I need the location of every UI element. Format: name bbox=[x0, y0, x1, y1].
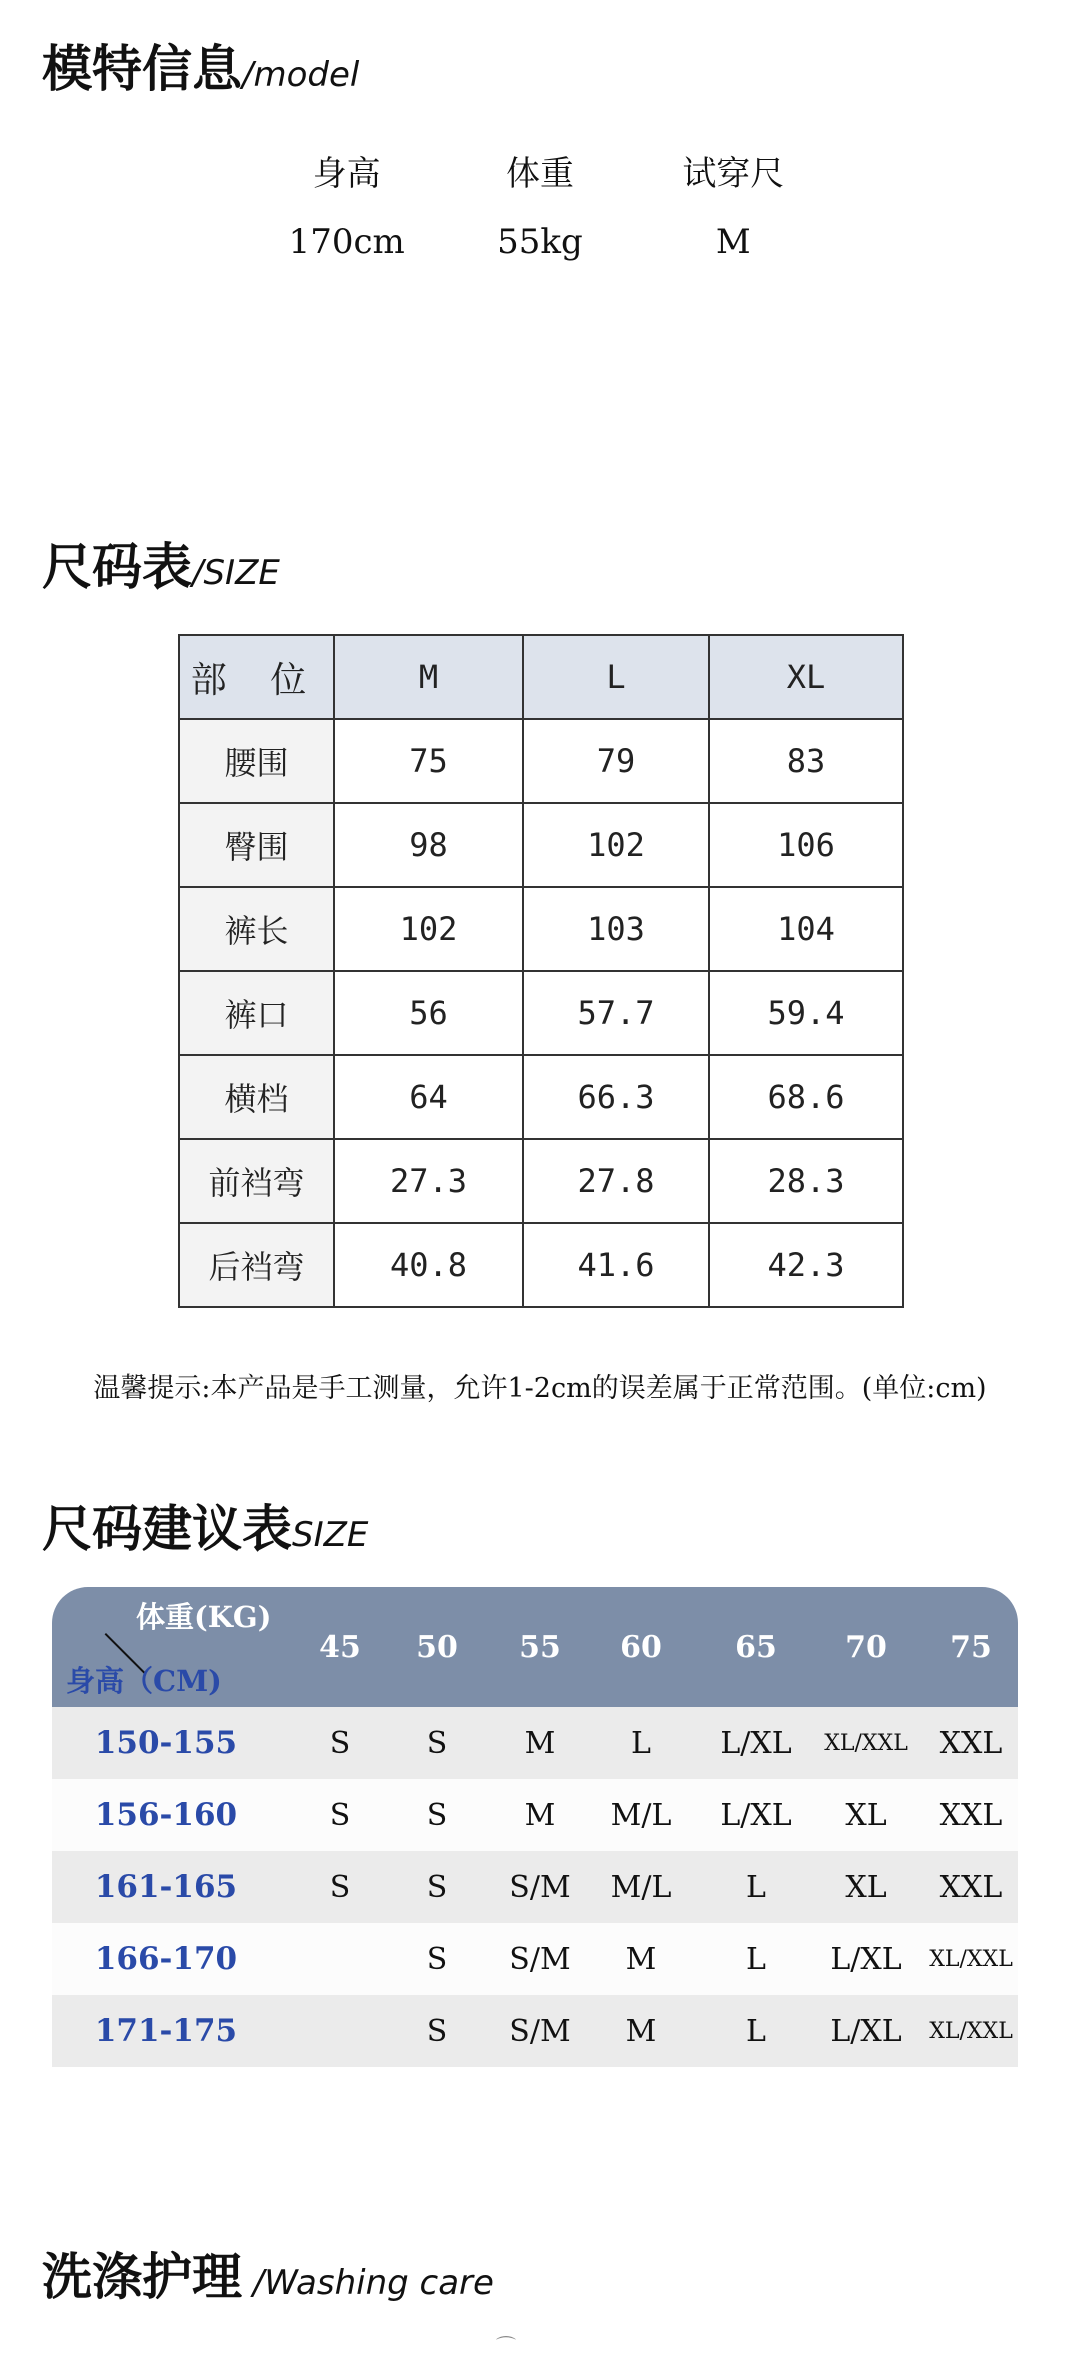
weight-col: 75 bbox=[950, 1629, 992, 1665]
model-section-title bbox=[42, 39, 360, 98]
size-cell: L bbox=[746, 1869, 766, 1905]
value-cell: 102 bbox=[334, 887, 523, 971]
value-cell: 56 bbox=[334, 971, 523, 1055]
size-cell: M/L bbox=[610, 1797, 672, 1833]
weight-axis-label: 体重(KG) bbox=[136, 1600, 272, 1634]
model-title-sub: /model bbox=[242, 55, 360, 95]
size-title-sub: /SIZE bbox=[192, 553, 280, 593]
value-cell: 59.4 bbox=[709, 971, 903, 1055]
value-cell: 102 bbox=[523, 803, 709, 887]
size-cell: L bbox=[746, 2013, 766, 2049]
part-cell: 裤长 bbox=[179, 887, 334, 971]
part-cell: 裤口 bbox=[179, 971, 334, 1055]
size-cell: S bbox=[426, 1725, 448, 1761]
value-cell: 64 bbox=[334, 1055, 523, 1139]
table-row bbox=[179, 803, 903, 887]
weight-col: 50 bbox=[416, 1629, 458, 1665]
value-cell: 28.3 bbox=[709, 1139, 903, 1223]
size-cell: XXL bbox=[939, 1869, 1003, 1905]
size-table bbox=[178, 634, 904, 1308]
measurement-tip: 温馨提示:本产品是手工测量，允许1-2cm的误差属于正常范围。(单位:cm) bbox=[93, 1373, 987, 1404]
recommend-title-text: 尺码建议表 bbox=[42, 1499, 292, 1558]
care-title-sub: /Washing care bbox=[242, 2263, 494, 2303]
size-cell: M bbox=[524, 1725, 556, 1761]
value-cell: 40.8 bbox=[334, 1223, 523, 1307]
size-cell: M/L bbox=[610, 1869, 672, 1905]
size-cell: L/XL bbox=[720, 1725, 792, 1761]
recommend-row bbox=[52, 1779, 1018, 1851]
value-cell: 41.6 bbox=[523, 1223, 709, 1307]
size-cell: S/M bbox=[509, 1941, 571, 1977]
header-cell: XL bbox=[709, 635, 903, 719]
size-cell: S bbox=[329, 1869, 351, 1905]
care-icon: ⌒ bbox=[496, 2334, 516, 2358]
size-cell: S bbox=[426, 1869, 448, 1905]
size-cell: L bbox=[631, 1725, 651, 1761]
weight-col: 60 bbox=[620, 1629, 662, 1665]
header-cell: M bbox=[334, 635, 523, 719]
size-cell: XXL bbox=[939, 1725, 1003, 1761]
height-range: 166-170 bbox=[94, 1941, 238, 1977]
recommend-title-sub: SIZE bbox=[292, 1515, 369, 1555]
model-label: 体重 bbox=[505, 153, 574, 194]
height-range: 161-165 bbox=[94, 1869, 238, 1905]
size-cell: S/M bbox=[509, 2013, 571, 2049]
size-cell bbox=[305, 1995, 375, 2067]
care-title-text: 洗涤护理 bbox=[42, 2247, 242, 2306]
part-cell: 臀围 bbox=[179, 803, 334, 887]
size-cell: M bbox=[625, 1941, 657, 1977]
size-cell: XL/XXL bbox=[929, 2018, 1013, 2044]
value-cell: 103 bbox=[523, 887, 709, 971]
value-cell: 75 bbox=[334, 719, 523, 803]
height-range: 150-155 bbox=[94, 1725, 238, 1761]
weight-col: 45 bbox=[319, 1629, 361, 1665]
part-cell: 后裆弯 bbox=[179, 1223, 334, 1307]
recommend-row bbox=[52, 1923, 1018, 1995]
height-range: 171-175 bbox=[94, 2013, 238, 2049]
value-cell: 27.3 bbox=[334, 1139, 523, 1223]
size-cell: M bbox=[625, 2013, 657, 2049]
size-cell: S bbox=[426, 1941, 448, 1977]
size-cell: L/XL bbox=[830, 2013, 902, 2049]
value-cell: 104 bbox=[709, 887, 903, 971]
height-range: 156-160 bbox=[94, 1797, 238, 1833]
size-section-title bbox=[42, 537, 280, 596]
table-row bbox=[179, 1055, 903, 1139]
weight-col: 70 bbox=[845, 1629, 887, 1665]
size-cell: XL bbox=[845, 1797, 887, 1833]
value-cell: 83 bbox=[709, 719, 903, 803]
size-cell: S bbox=[329, 1797, 351, 1833]
size-cell bbox=[305, 1923, 375, 1995]
table-row bbox=[179, 719, 903, 803]
table-row bbox=[179, 1139, 903, 1223]
size-cell: L bbox=[746, 1941, 766, 1977]
size-cell: XL/XXL bbox=[929, 1946, 1013, 1972]
value-cell: 66.3 bbox=[523, 1055, 709, 1139]
value-cell: 57.7 bbox=[523, 971, 709, 1055]
size-cell: XL bbox=[845, 1869, 887, 1905]
size-cell: S bbox=[329, 1725, 351, 1761]
size-cell: S/M bbox=[509, 1869, 571, 1905]
header-cell: 部 位 bbox=[179, 635, 334, 719]
weight-col: 55 bbox=[519, 1629, 561, 1665]
part-cell: 横档 bbox=[179, 1055, 334, 1139]
size-table-header bbox=[179, 635, 903, 719]
size-cell: XXL bbox=[939, 1797, 1003, 1833]
header-cell: L bbox=[523, 635, 709, 719]
table-row bbox=[179, 971, 903, 1055]
recommend-row bbox=[52, 1707, 1018, 1779]
recommend-section-title bbox=[42, 1499, 369, 1558]
recommend-row bbox=[52, 1995, 1018, 2067]
size-cell: M bbox=[524, 1797, 556, 1833]
table-row bbox=[179, 1223, 903, 1307]
care-section-title bbox=[42, 2247, 494, 2306]
recommend-row bbox=[52, 1851, 1018, 1923]
model-value: 170cm bbox=[288, 222, 405, 262]
model-value-row bbox=[250, 206, 830, 278]
size-cell: L/XL bbox=[830, 1941, 902, 1977]
model-value: M bbox=[715, 222, 751, 262]
value-cell: 79 bbox=[523, 719, 709, 803]
size-cell: S bbox=[426, 2013, 448, 2049]
recommend-header bbox=[52, 1587, 1018, 1707]
model-title-text: 模特信息 bbox=[42, 39, 242, 98]
size-title-text: 尺码表 bbox=[42, 537, 192, 596]
value-cell: 42.3 bbox=[709, 1223, 903, 1307]
height-axis-label: 身高（CM) bbox=[66, 1664, 222, 1698]
size-cell: L/XL bbox=[720, 1797, 792, 1833]
weight-col: 65 bbox=[735, 1629, 777, 1665]
model-info-grid bbox=[250, 134, 830, 278]
part-cell: 腰围 bbox=[179, 719, 334, 803]
size-cell: XL/XXL bbox=[824, 1730, 908, 1756]
model-label-row bbox=[250, 134, 830, 206]
model-label: 试穿尺 bbox=[682, 153, 785, 194]
size-cell: S bbox=[426, 1797, 448, 1833]
value-cell: 27.8 bbox=[523, 1139, 709, 1223]
table-row bbox=[179, 887, 903, 971]
size-recommend-table bbox=[52, 1587, 1018, 2075]
part-cell: 前裆弯 bbox=[179, 1139, 334, 1223]
model-label: 身高 bbox=[312, 153, 381, 194]
value-cell: 106 bbox=[709, 803, 903, 887]
model-value: 55kg bbox=[497, 222, 583, 262]
value-cell: 98 bbox=[334, 803, 523, 887]
value-cell: 68.6 bbox=[709, 1055, 903, 1139]
